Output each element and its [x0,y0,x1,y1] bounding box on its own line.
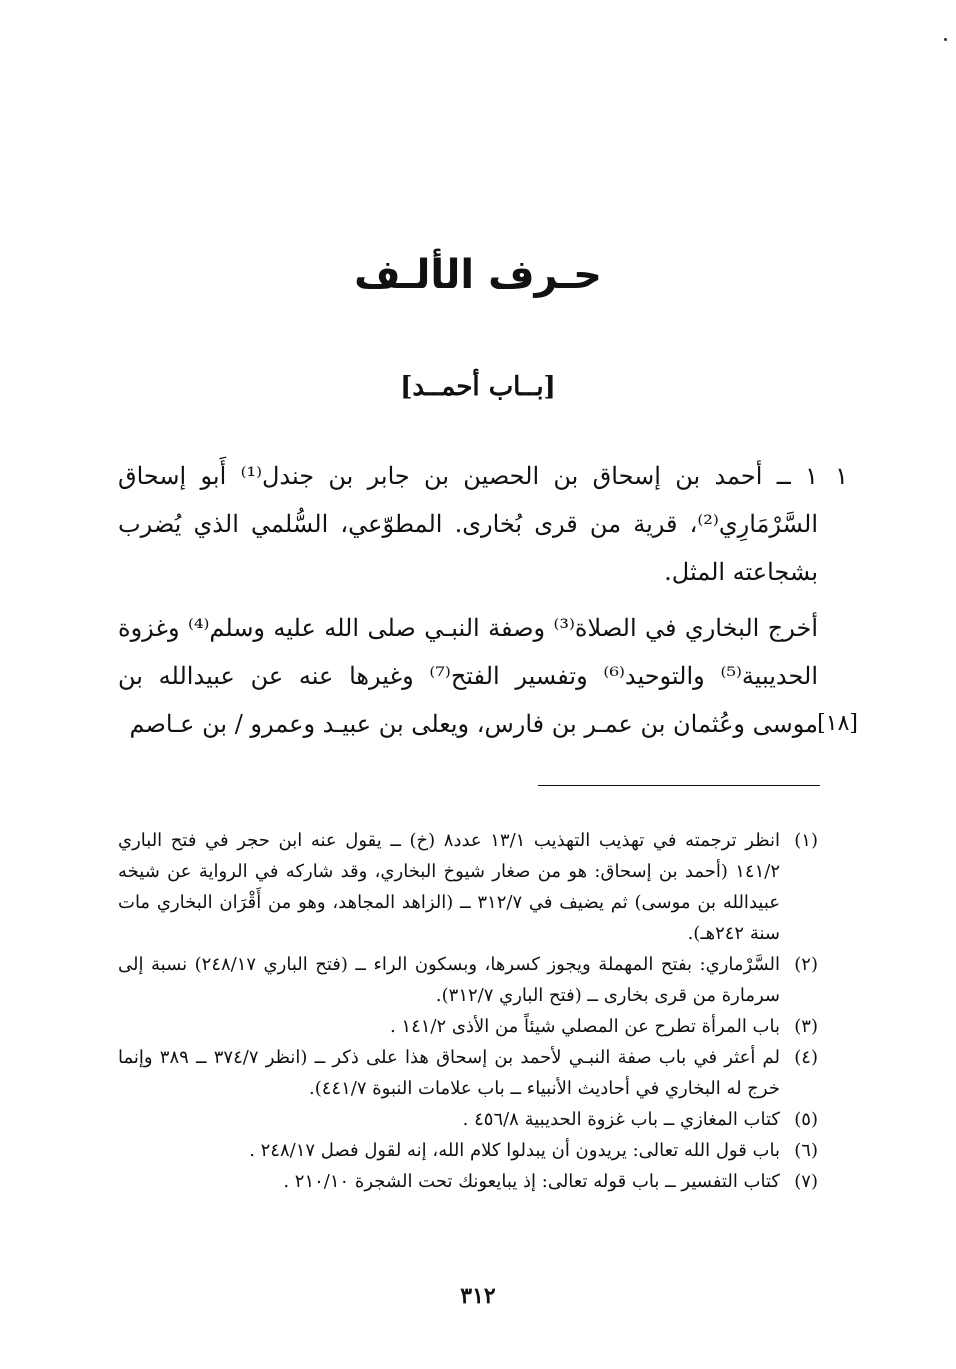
footnote-text: باب قول الله تعالى: يريدون أن يبدلوا كلام الله، إنه لقول فصل ٢٤٨/١٧ . [249,1140,780,1161]
footnote-number: (٣) [794,1016,818,1037]
corner-dot [944,38,947,41]
footnote-text: لم أعثر في باب صفة النبـي لأحمد بن إسحاق هذا على ذكر ــ (انظر ٣٧٤/٧ ــ ٣٨٩ وإنما خرج له البخاري في أحاديث الأنبياء ــ باب علامات النبوة ٤٤١/٧). [118,1047,780,1099]
entry-number: ١ [835,462,848,490]
footnote-5 [118,1104,818,1135]
footnote-number: (٧) [794,1171,818,1192]
footnote-text: باب المرأة تطرح عن المصلي شيئاً من الأذى ١٤١/٢ . [389,1016,780,1037]
footnote-text: انظر ترجمته في تهذيب التهذيب ١٣/١ عدد٨ (خ) ــ يقول عنه ابن حجر في فتح الباري ١٤١/٢ (أحمد بن إسحاق: هو من صغار شيوخ البخاري، وقد شاركه في الرواية عن شيخه عبيدالله بن موسى) ثم يضيف في ٣١٢/٧ ــ (الزاهد المجاهد، وهو من أَقْرَان البخاري مات سنة ٢٤٢هـ). [118,830,780,944]
footnote-text: السَّرْماري: بفتح المهملة ويجوز كسرها، وبسكون الراء ــ (فتح الباري ٢٤٨/١٧) نسبة إلى سرمارة من قرى بخارى ــ (فتح الباري ٣١٢/٧). [118,954,780,1006]
footnote-2 [118,949,818,1011]
footnote-4 [118,1042,818,1104]
footnote-separator [538,785,820,786]
footnote-1 [118,825,818,949]
footnote-text: كتاب المغازي ــ باب غزوة الحديبية ٤٥٦/٨ . [462,1109,780,1130]
footnote-3 [118,1011,818,1042]
section-title: [بــاب أحمــد] [400,372,556,402]
chapter-title: حـرف الألـف [354,252,602,298]
footnote-number: (٢) [794,954,818,975]
footnote-number: (٦) [794,1140,818,1161]
original-page-marker: [١٨] [817,711,858,736]
footnotes [118,825,818,1197]
entry-body: أخرج البخاري في الصلاة⁽³⁾ وصفة النبـي صلى الله عليه وسلم⁽⁴⁾ وغزوة الحديبية⁽⁵⁾ والتوحيد⁽⁶⁾ وتفسير الفتح⁽⁷⁾ وغيرها عنه عن عبيدالله بن موسى وعُثمان بن عمـر بن فارس، ويعلى بن عبيـد وعمرو / بن عـاصم [118,614,818,738]
footnote-6 [118,1135,818,1166]
footnote-text: كتاب التفسير ــ باب قوله تعالى: إذ يبايعونك تحت الشجرة ٢١٠/١٠ . [283,1171,780,1192]
entry-header: ١ ــ أحمد بن إسحاق بن الحصين بن جابر بن جندل⁽¹⁾ أَبو إسحاق السَّرْمَارِي⁽²⁾، قرية من قرى بُخارى. المطوّعي، السُّلمي الذي يُضرب بشجاعته المثل. [118,462,818,586]
footnote-number: (٤) [794,1047,818,1068]
footnote-number: (١) [794,830,818,851]
footnote-7 [118,1166,818,1197]
page-number: ٣١٢ [460,1283,496,1309]
footnote-number: (٥) [794,1109,818,1130]
